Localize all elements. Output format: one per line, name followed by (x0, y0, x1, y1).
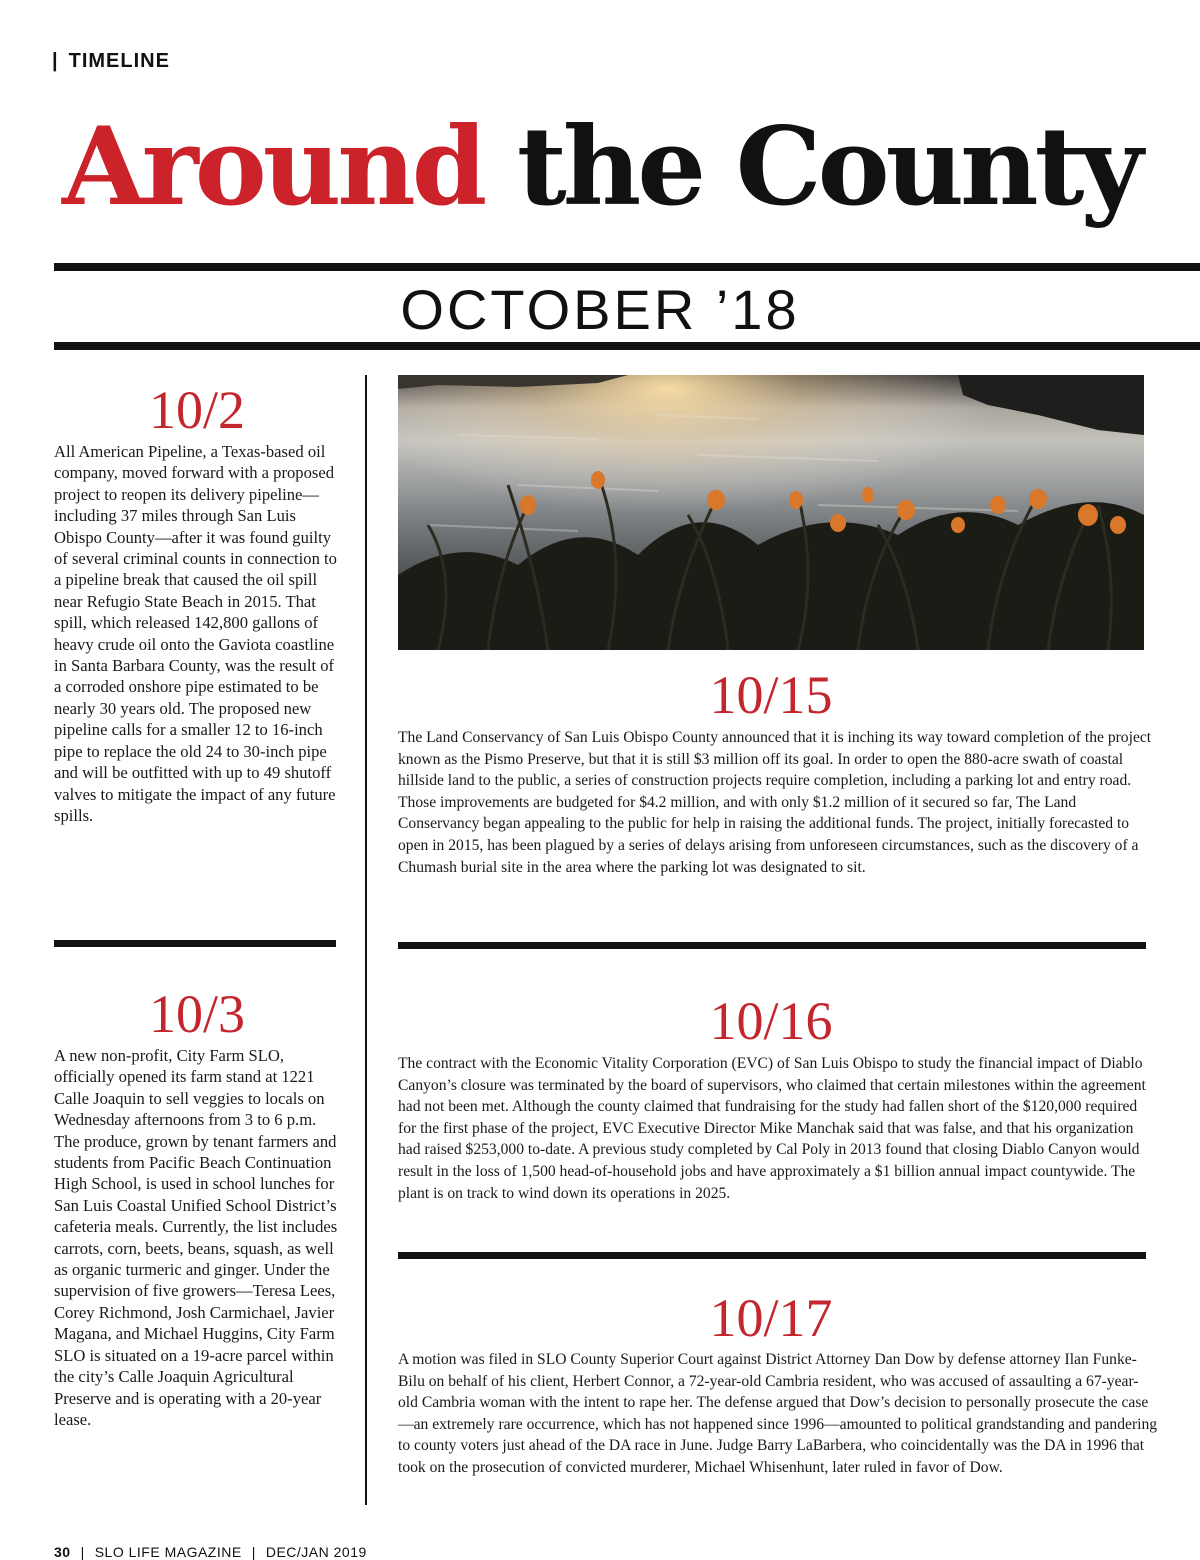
entry-date-10-17: 10/17 (709, 1288, 833, 1348)
section-bar: | (52, 50, 59, 72)
entry-text-10-2: All American Pipeline, a Texas-based oil company, moved forward with a proposed project to reopen its delivery pipeline—including 37 miles through San Luis Obispo County—after it was found guilty of several criminal counts in connection to a pipeline break that caused the oil spill near Refugio State Beach in 2015. That spill, which released 142,800 gallons of heavy crude oil onto the Gaviota coastline in Santa Barbara County, was the result of a corroded onshore pipe estimated to be nearly 30 years old. The proposed new pipeline calls for a smaller 12 to 16-inch pipe to replace the old 24 to 30-inch pipe and will be outfitted with up to 49 shutoff valves to mitigate the impact of any future spills. (54, 442, 337, 825)
title-rule-top (54, 263, 1200, 271)
entry-date-10-3: 10/3 (148, 984, 245, 1044)
entry-date-10-2: 10/2 (148, 380, 245, 440)
left-divider (54, 940, 336, 947)
entry-text-10-17: A motion was filed in SLO County Superior Court against District Attorney Dan Dow by defense attorney Ilan Funke-Bilu on behalf of his client, Herbert Connor, a 72-year-old Cambria resident, who was accused of assaulting a 67-year-old Cambria woman with the intent to rape her. The defense argued that Dow’s decision to personally prosecute the case—an extremely rare occurrence, which has not happened since 1996—amounted to political grandstanding and pandering to county voters just ahead of the DA race in June. Judge Barry LaBarbera, who coincidentally was the DA in 1996 that took on the prosecution of convicted murderer, Michael Whisenhunt, later ruled in favor of Dow. (398, 1351, 1158, 1476)
entry-date-10-15: 10/15 (709, 665, 833, 725)
entry-text-10-3: A new non-profit, City Farm SLO, officially opened its farm stand at 1221 Calle Joaquin to sell veggies to locals on Wednesday afternoons from 3 to 6 p.m. The produce, grown by tenant farmers and students from Pacific Beach Continuation High School, is used in school lunches for San Luis Coastal Unified School District’s cafeteria meals. Currently, the list includes carrots, corn, beets, beans, squash, as well as organic turmeric and ginger. Under the supervision of five growers—Teresa Lees, Corey Richmond, Josh Carmichael, Javier Magana, and Michael Huggins, City Farm SLO is situated on a 19-acre parcel within the city’s Calle Joaquin Agricultural Preserve and is operating with a 20-year lease. (54, 1046, 338, 1429)
month-heading: OCTOBER ’18 (400, 278, 800, 341)
entry-text-10-16: The contract with the Economic Vitality Corporation (EVC) of San Luis Obispo to study the financial impact of Diablo Canyon’s closure was terminated by the board of supervisors, who claimed that certain milestones within the agreement had not been met. Although the county claimed that fundraising for the study had fallen short of the $120,000 required for the first phase of the project, EVC Executive Director Mike Manchak said that was false, and that his organization had raised $253,000 to-date. A previous study completed by Cal Poly in 2013 found that closing Diablo Canyon would result in the loss of 1,500 head-of-household jobs and have approximately a $1 billion annual impact countywide. The plant is on track to wind down its operations in 2025. (398, 1055, 1146, 1202)
sunset-ocean-poppies-photo (398, 375, 1144, 650)
footer-separator: | (251, 1544, 256, 1560)
page-title (62, 92, 1139, 242)
page-number: 30 (54, 1544, 71, 1560)
footer-separator: | (80, 1544, 85, 1560)
right-divider-2 (398, 1252, 1146, 1259)
section-label (52, 50, 170, 73)
entry-text-10-15: The Land Conservancy of San Luis Obispo County announced that it is inching its way toward completion of the project known as the Pismo Preserve, but that it is still $3 million off its goal. In order to open the 880-acre swath of coastal hillside land to the public, a series of construction projects require completion, including a parking lot and entry road. Those improvements are budgeted for $4.2 million, and with only $1.2 million of it secured so far, The Land Conservancy began appealing to the public for help in raising the additional funds. The project, initially forecasted to open in 2015, has been plagued by a series of delays arising from unforeseen circumstances, such as the discovery of a Chumash burial site in the area where the parking lot was designated to sit. (398, 729, 1152, 876)
page-title-accent: Around (62, 104, 484, 230)
right-divider-1 (398, 942, 1146, 949)
column-divider (365, 375, 367, 1505)
section-label-text: TIMELINE (68, 50, 170, 72)
magazine-name: SLO LIFE MAGAZINE (94, 1544, 242, 1560)
issue-date: DEC/JAN 2019 (265, 1544, 367, 1560)
entry-date-10-16: 10/16 (709, 991, 833, 1051)
title-rule-bottom (54, 342, 1200, 350)
page-title-rest: the County (516, 104, 1140, 230)
